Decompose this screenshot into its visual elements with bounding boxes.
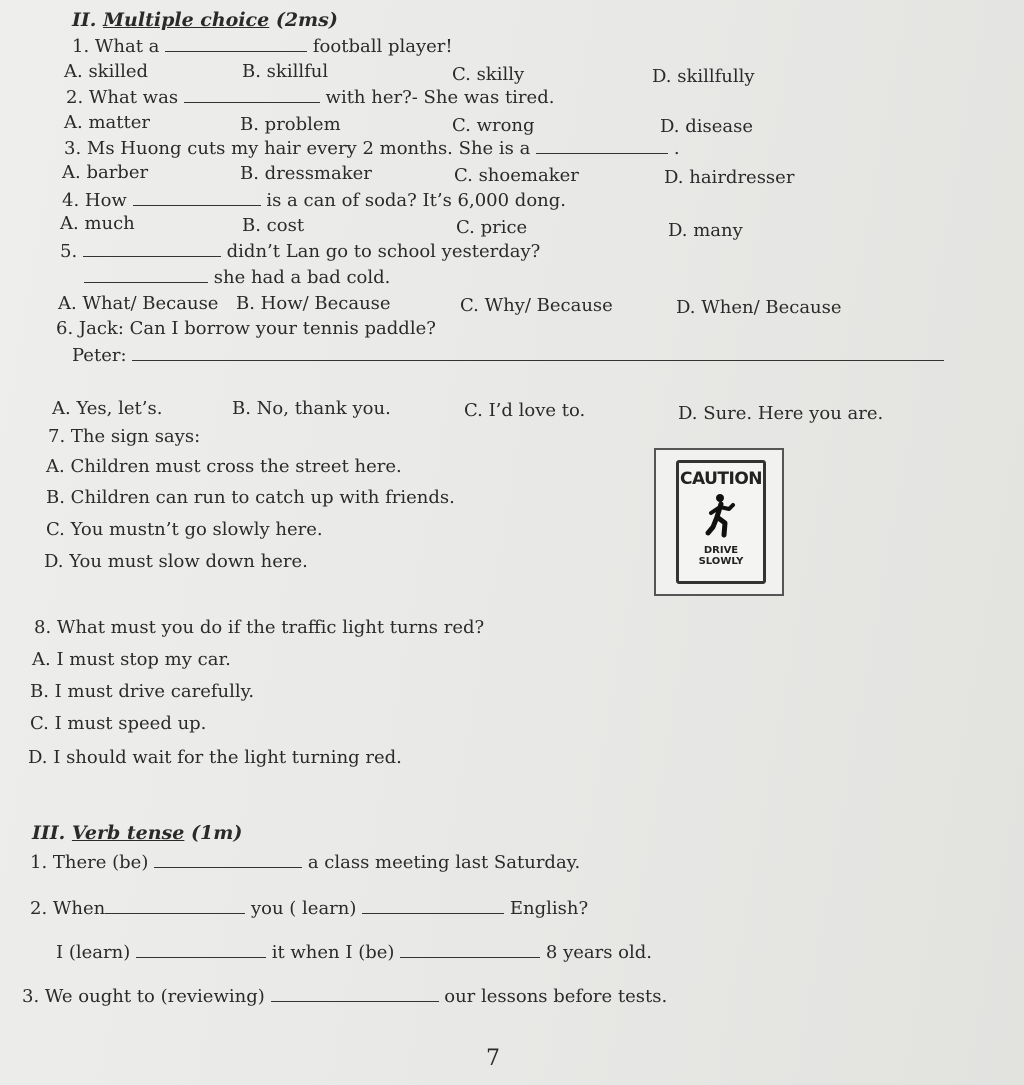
option-a[interactable]: A. I must stop my car.: [32, 649, 231, 670]
sign-line: DRIVE: [703, 545, 739, 556]
option-b[interactable]: B. I must drive carefully.: [30, 681, 255, 702]
answer-blank[interactable]: [271, 985, 439, 1002]
answer-blank[interactable]: [184, 86, 320, 103]
question-text: 8 years old.: [545, 942, 653, 963]
question-8: 8. What must you do if the traffic light turns red?: [34, 617, 485, 638]
sign-caution-text: CAUTION: [679, 469, 762, 489]
answer-blank[interactable]: [84, 266, 208, 283]
question-1: [72, 35, 453, 58]
option-c[interactable]: C. skilly: [452, 64, 525, 85]
question-text: she had a bad cold.: [213, 267, 391, 288]
sign-line: SLOWLY: [698, 556, 744, 567]
option-d[interactable]: D. many: [668, 220, 743, 241]
question-text: with her?- She was tired.: [325, 87, 555, 108]
answer-blank[interactable]: [133, 189, 261, 206]
option-c[interactable]: C. I’d love to.: [464, 400, 586, 421]
answer-blank[interactable]: [154, 851, 302, 868]
option-b[interactable]: B. How/ Because: [236, 293, 391, 314]
question-text: football player!: [312, 36, 453, 57]
verb-question-2-answer: [56, 941, 652, 964]
section-title: Verb tense: [71, 822, 185, 844]
option-d[interactable]: D. skillfully: [652, 66, 755, 87]
option-d[interactable]: D. You must slow down here.: [44, 551, 308, 572]
question-5-line-2: [84, 266, 390, 289]
option-d[interactable]: D. disease: [660, 116, 754, 137]
question-text: 1. There (be): [30, 852, 149, 873]
question-5: [60, 240, 540, 263]
question-text: 5.: [60, 241, 78, 262]
question-3: [64, 137, 680, 160]
running-child-icon: [703, 493, 743, 541]
question-4: [62, 189, 566, 212]
verb-question-3: [22, 985, 667, 1008]
answer-blank[interactable]: [400, 941, 540, 958]
question-text: it when I (be): [271, 942, 395, 963]
section-score: (1m): [191, 822, 243, 844]
question-text: didn’t Lan go to school yesterday?: [226, 241, 541, 262]
question-text: 3. Ms Huong cuts my hair every 2 months. She is a: [64, 138, 531, 159]
question-text: I (learn): [56, 942, 131, 963]
option-c[interactable]: C. Why/ Because: [460, 295, 613, 316]
caution-sign-figure: [654, 448, 784, 596]
question-text: 4. How: [62, 190, 127, 211]
option-c[interactable]: C. You mustn’t go slowly here.: [46, 519, 323, 540]
question-7: 7. The sign says:: [48, 426, 201, 447]
question-text: you ( learn): [250, 898, 357, 919]
option-b[interactable]: B. dressmaker: [240, 163, 372, 184]
section-number: III.: [32, 822, 66, 844]
answer-blank[interactable]: [83, 240, 221, 257]
answer-blank[interactable]: [132, 344, 944, 361]
speaker-label: Peter:: [72, 345, 127, 366]
answer-blank[interactable]: [105, 897, 245, 914]
option-d[interactable]: D. I should wait for the light turning red.: [28, 747, 402, 768]
option-c[interactable]: C. I must speed up.: [30, 713, 207, 734]
question-text: 3. We ought to (reviewing): [22, 986, 265, 1007]
option-c[interactable]: C. price: [456, 217, 528, 238]
question-text: 2. What was: [66, 87, 179, 108]
question-text: a class meeting last Saturday.: [307, 852, 581, 873]
question-text: is a can of soda? It’s 6,000 dong.: [266, 190, 567, 211]
option-a[interactable]: A. What/ Because: [58, 293, 219, 314]
section-3-heading: [32, 822, 242, 844]
question-text: 1. What a: [72, 36, 160, 57]
caution-sign: [676, 460, 766, 584]
option-a[interactable]: A. barber: [62, 162, 149, 183]
section-score: (2ms): [275, 9, 338, 31]
option-d[interactable]: D. hairdresser: [664, 167, 795, 188]
question-text: .: [673, 138, 680, 159]
section-2-heading: [72, 9, 338, 31]
option-a[interactable]: A. much: [60, 213, 135, 234]
option-a[interactable]: A. Yes, let’s.: [52, 398, 163, 419]
option-b[interactable]: B. problem: [240, 114, 341, 135]
option-b[interactable]: B. skillful: [242, 61, 329, 82]
answer-blank[interactable]: [536, 137, 668, 154]
section-title: Multiple choice: [103, 9, 270, 31]
question-text: 2. When: [30, 898, 106, 919]
verb-question-2: [30, 897, 588, 920]
option-b[interactable]: B. cost: [242, 215, 305, 236]
section-number: II.: [72, 9, 97, 31]
option-c[interactable]: C. wrong: [452, 115, 535, 136]
option-d[interactable]: D. Sure. Here you are.: [678, 403, 884, 424]
option-b[interactable]: B. No, thank you.: [232, 398, 391, 419]
answer-blank[interactable]: [136, 941, 266, 958]
answer-blank[interactable]: [362, 897, 504, 914]
peter-response-line: [72, 344, 944, 367]
page-number: 7: [486, 1046, 500, 1071]
answer-blank[interactable]: [165, 35, 307, 52]
question-text: our lessons before tests.: [444, 986, 668, 1007]
option-a[interactable]: A. Children must cross the street here.: [46, 456, 402, 477]
question-2: [66, 86, 554, 109]
option-b[interactable]: B. Children can run to catch up with friends.: [46, 487, 455, 508]
option-a[interactable]: A. skilled: [64, 61, 149, 82]
option-d[interactable]: D. When/ Because: [676, 297, 842, 318]
question-6: 6. Jack: Can I borrow your tennis paddle?: [56, 318, 436, 339]
verb-question-1: [30, 851, 580, 874]
question-text: English?: [509, 898, 589, 919]
option-a[interactable]: A. matter: [64, 112, 150, 133]
sign-drive-slowly-text: [679, 545, 763, 567]
option-c[interactable]: C. shoemaker: [454, 165, 579, 186]
